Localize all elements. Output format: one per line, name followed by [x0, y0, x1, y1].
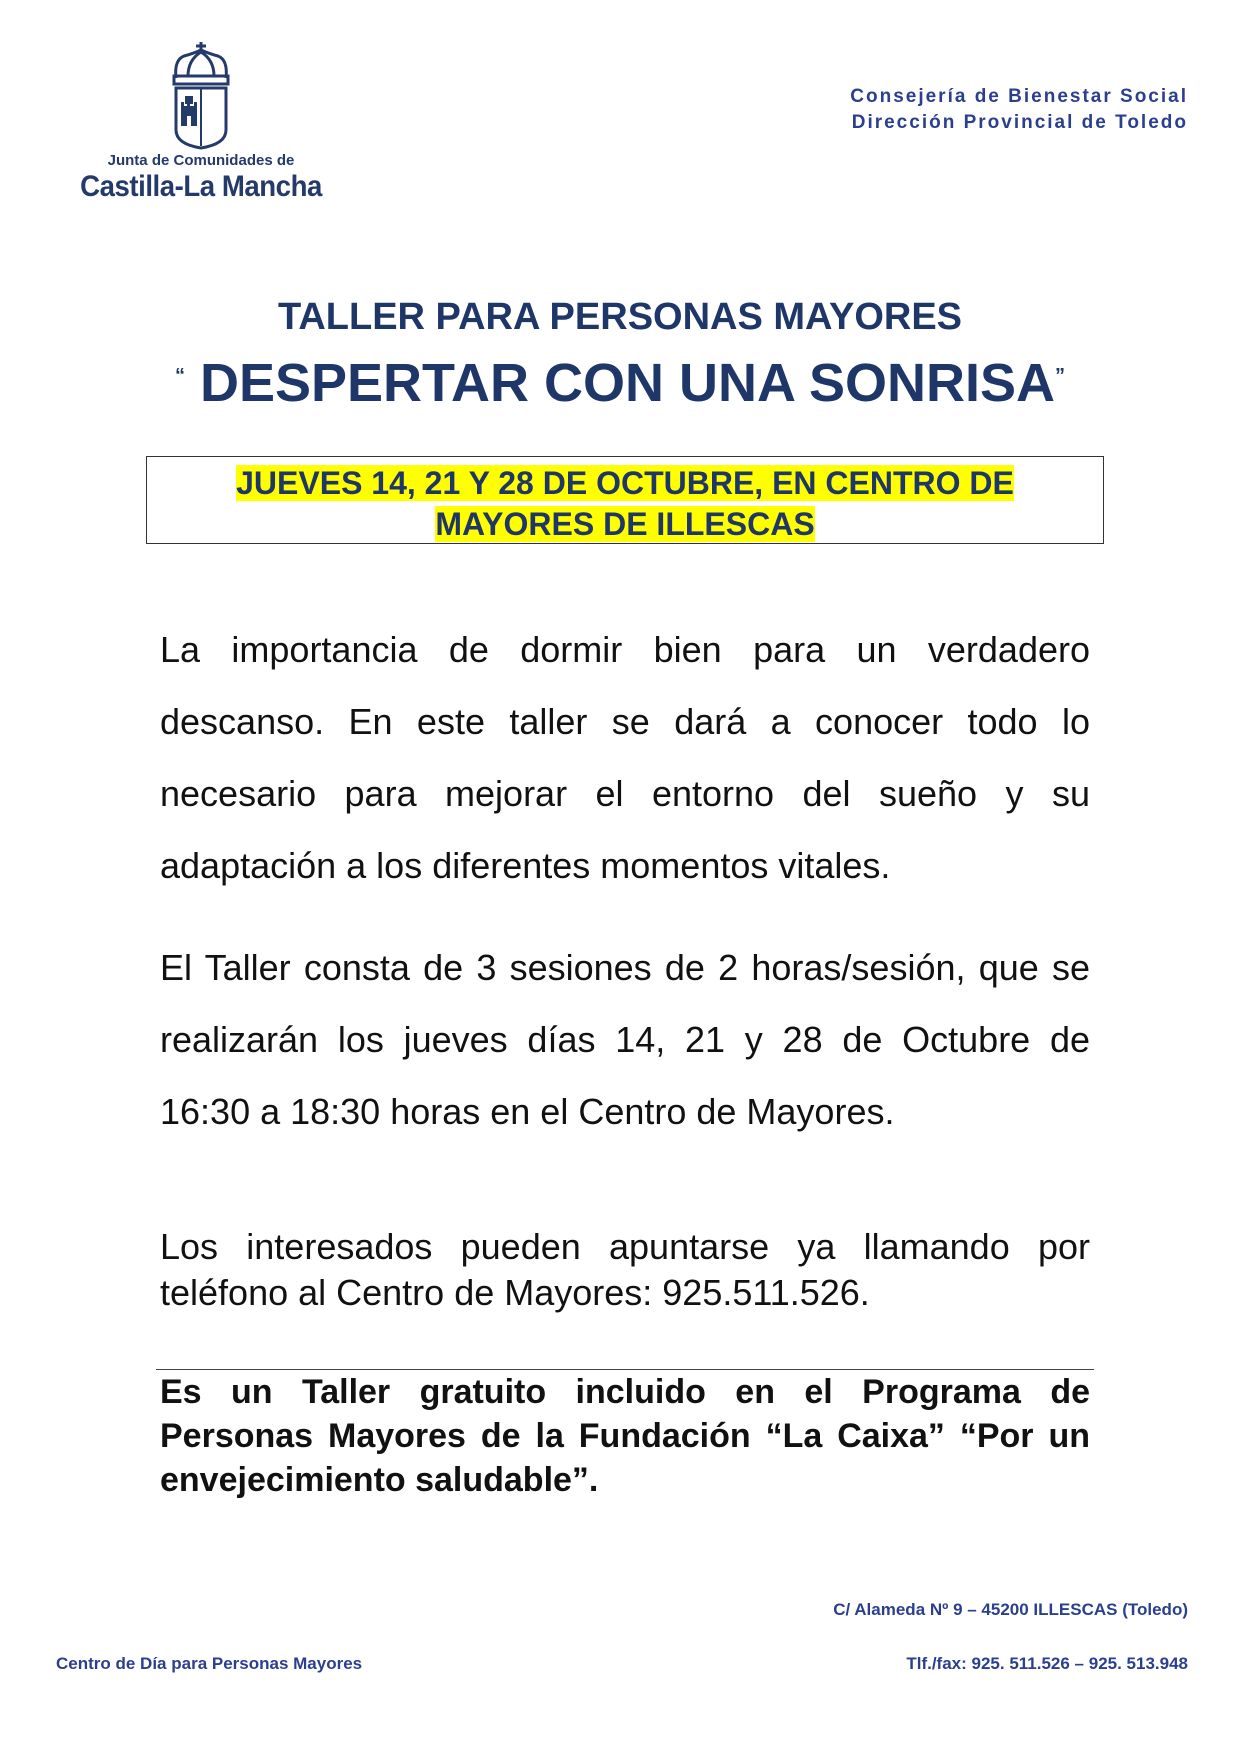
department-header: [850, 84, 1188, 136]
department-line-1: Consejería de Bienestar Social: [850, 86, 1188, 107]
close-quote: ”: [1055, 365, 1066, 387]
workshop-name: [0, 352, 1240, 414]
workshop-title: TALLER PARA PERSONAS MAYORES: [277, 296, 963, 338]
date-line-1: JUEVES 14, 21 Y 28 DE OCTUBRE, EN CENTRO DE: [236, 465, 1014, 501]
logo-text-junta: Junta de Comunidades de: [107, 152, 295, 169]
open-quote: “: [174, 365, 185, 387]
free-workshop-note: Es un Taller gratuito incluido en el Programa de Personas Mayores de la Fundación “La Caixa” “Por un envejecimiento saludable”.: [160, 1373, 1090, 1499]
coat-of-arms-icon: [166, 40, 236, 150]
logo: [66, 40, 336, 210]
footer-center-name: Centro de Día para Personas Mayores: [56, 1654, 363, 1673]
description-paragraph: La importancia de dormir bien para un verdadero descanso. En este taller se dará a conocer todo lo necesario para mejorar el entorno del sueño y su adaptación a los diferentes momentos vitales.: [160, 629, 1090, 886]
department-line-2: Dirección Provincial de Toledo: [851, 112, 1188, 133]
logo-text-castilla-la-mancha: Castilla-La Mancha: [80, 170, 322, 203]
date-location-box: [146, 456, 1104, 544]
registration-paragraph: Los interesados pueden apuntarse ya llamando por teléfono al Centro de Mayores: 925.511.526.: [160, 1226, 1090, 1313]
footer-address: C/ Alameda Nº 9 – 45200 ILLESCAS (Toledo): [833, 1600, 1188, 1619]
footer-phone: Tlf./fax: 925. 511.526 – 925. 513.948: [906, 1654, 1188, 1673]
date-line-2: MAYORES DE ILLESCAS: [435, 506, 815, 542]
workshop-name-text: DESPERTAR CON UNA SONRISA: [199, 353, 1056, 413]
schedule-paragraph: El Taller consta de 3 sesiones de 2 horas/sesión, que se realizarán los jueves días 14, 21 y 28 de Octubre de 16:30 a 18:30 horas en el Centro de Mayores.: [160, 947, 1090, 1132]
